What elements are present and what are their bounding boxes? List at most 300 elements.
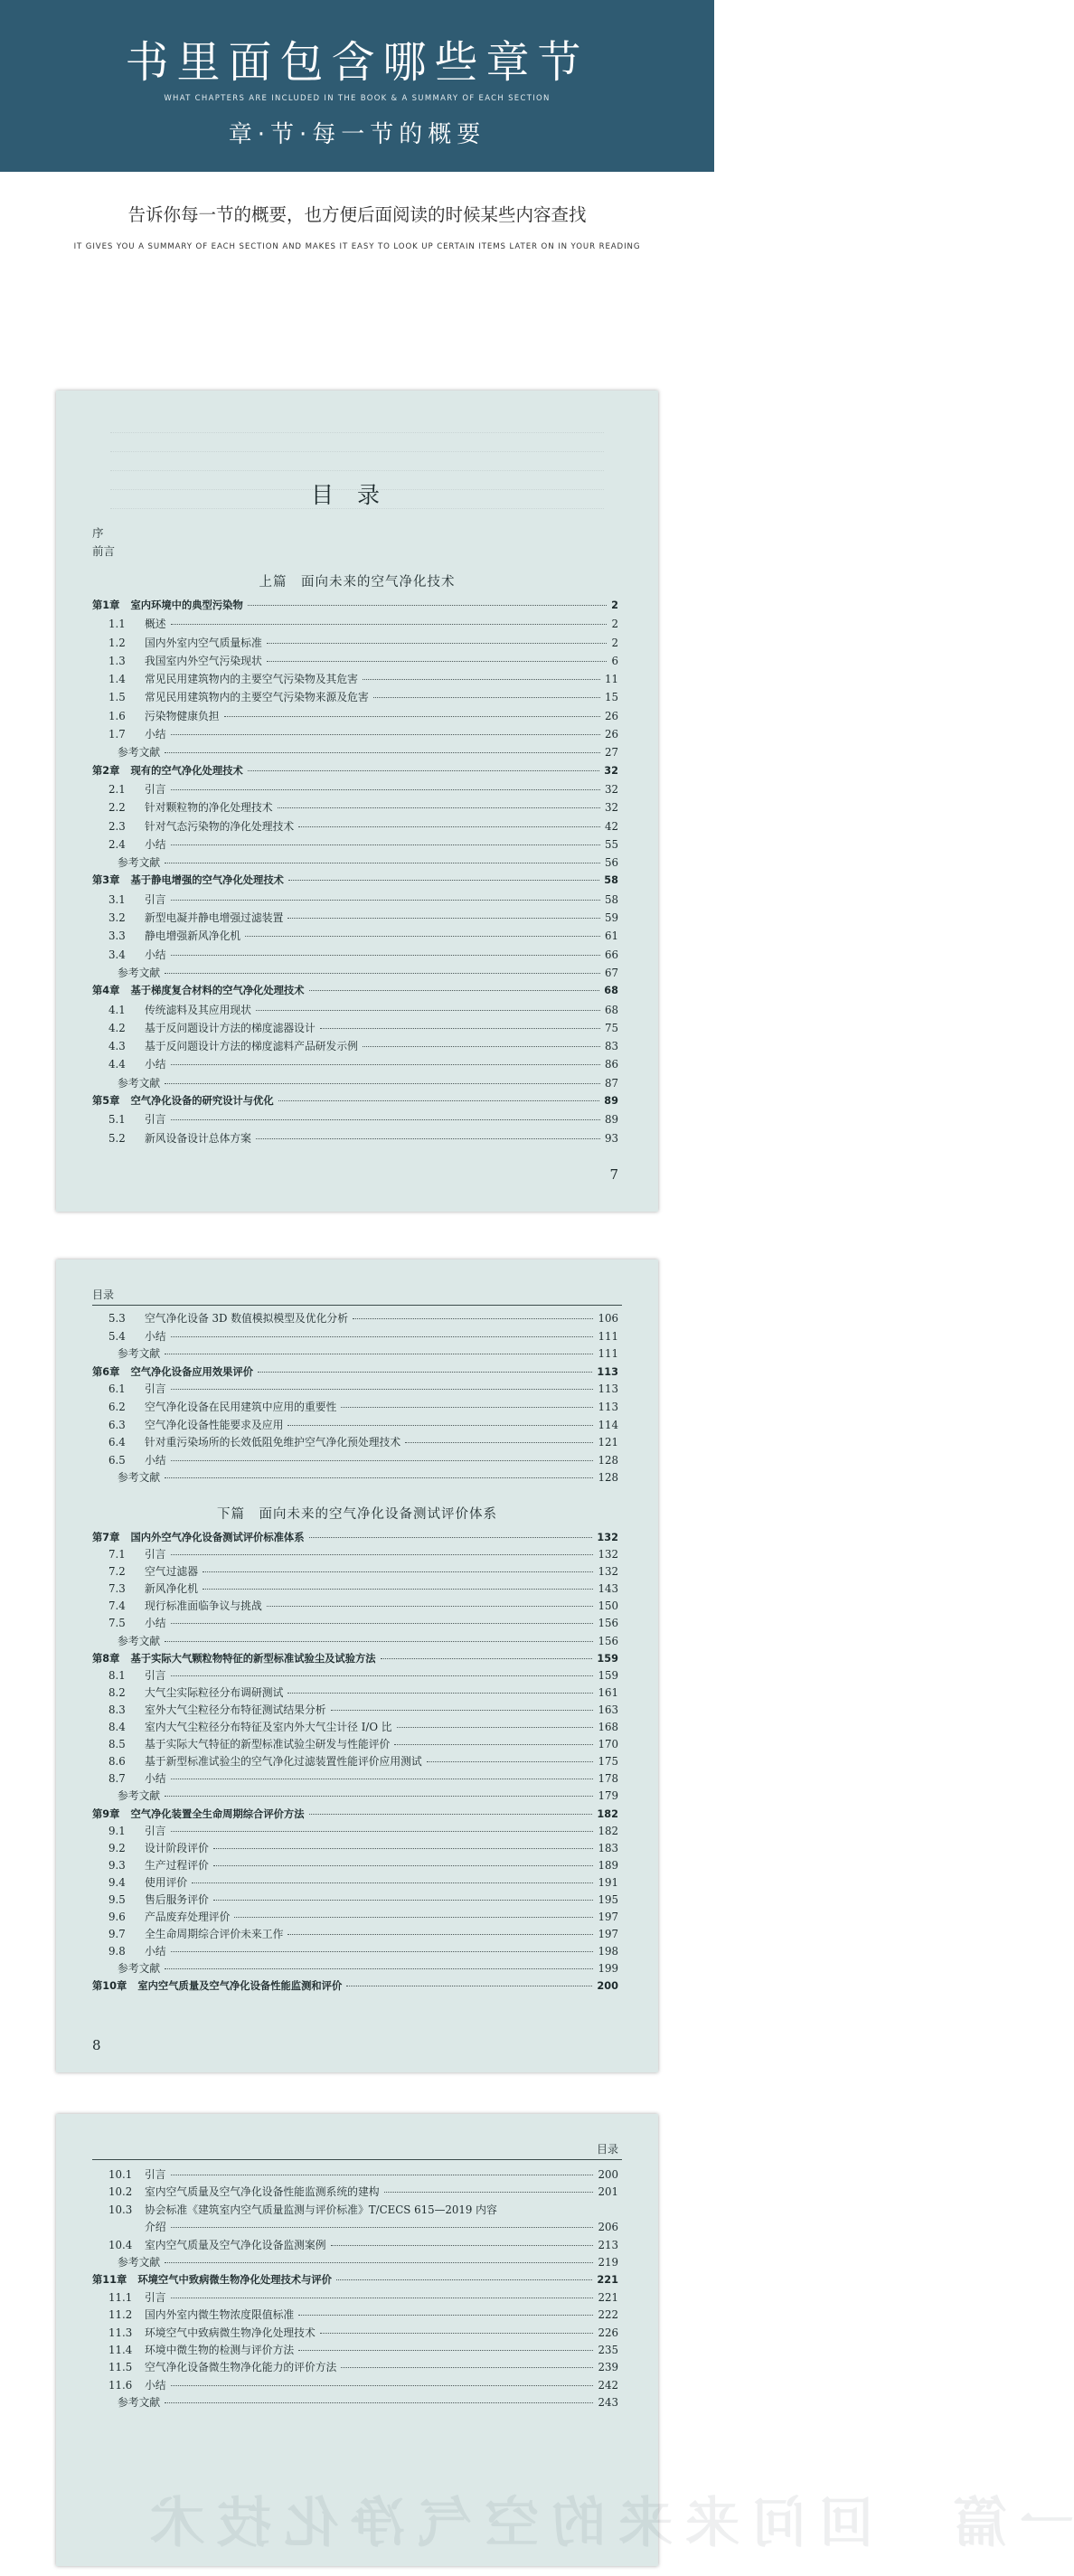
toc-page-number: 156 — [598, 1634, 618, 1647]
dot-leader — [309, 990, 600, 991]
toc-entry-title: 空气净化设备 3D 数值模拟模型及优化分析 — [145, 1312, 349, 1325]
toc-entry-title: 室内大气尘粒径分布特征及室内外大气尘计径 I/O 比 — [145, 1721, 392, 1734]
toc-section-row — [92, 1702, 618, 1719]
toc-entry-number: 第7章 — [92, 1532, 120, 1543]
toc-entry-title: 引言 — [145, 2290, 166, 2304]
intro-text-en: IT GIVES YOU A SUMMARY OF EACH SECTION AND MAKES IT EASY TO LOOK UP CERTAIN ITEMS LATER ON IN YOUR READING — [73, 242, 641, 251]
toc-page-number: 68 — [604, 985, 618, 997]
toc-page-number: 168 — [598, 1721, 618, 1734]
toc-entry-number: 3.2 — [108, 911, 126, 925]
toc-section-row — [92, 2166, 618, 2184]
dot-leader — [213, 1865, 594, 1866]
toc-entry-title: 介绍 — [145, 2221, 166, 2234]
toc-page-number: 83 — [604, 1040, 618, 1053]
toc-entry-number: 6.1 — [108, 1382, 126, 1396]
toc-entry-title: 基于实际大气颗粒物特征的新型标准试验尘及试验方法 — [130, 1652, 376, 1665]
toc-page-number: 161 — [598, 1685, 618, 1699]
toc-section-row — [92, 817, 618, 835]
toc-entry-title: 大气尘实际粒径分布调研测试 — [145, 1685, 284, 1699]
page-number: 7 — [609, 1166, 618, 1183]
toc-entry-title: 基于反问题设计方法的梯度滤料产品研发示例 — [145, 1040, 358, 1053]
dot-leader — [320, 1028, 600, 1029]
toc-chapter-row — [92, 762, 618, 780]
toc-entry-title: 参考文献 — [118, 1076, 161, 1090]
toc-entry-title: 引言 — [145, 782, 166, 796]
toc-entry-title: 国内外室内空气质量标准 — [145, 636, 262, 649]
dot-leader — [234, 1917, 593, 1918]
toc-page-photo-2 — [56, 1260, 658, 2072]
toc-entry-title: 空气过滤器 — [145, 1565, 198, 1579]
toc-entry-number: 3.4 — [108, 948, 126, 961]
toc-entry-number: 11.4 — [108, 2343, 133, 2356]
dot-leader — [394, 1744, 593, 1745]
toc-entry-number: 7.5 — [108, 1617, 126, 1630]
dot-leader — [165, 1641, 593, 1642]
toc-entry-title: 参考文献 — [118, 1347, 161, 1361]
dot-leader — [171, 789, 600, 790]
toc-page-number: 106 — [598, 1312, 618, 1325]
toc-heading: 目录 — [310, 482, 403, 508]
toc-page-number: 27 — [604, 746, 618, 760]
toc-entry-title: 常见民用建筑物内的主要空气污染物来源及危害 — [145, 691, 369, 704]
toc-entry-title: 小结 — [145, 1329, 166, 1343]
toc-entry-title: 室内空气质量及空气净化设备监测案例 — [145, 2238, 326, 2251]
toc-list — [92, 1310, 618, 1487]
toc-entry-number: 8.5 — [108, 1738, 126, 1751]
toc-entry-number: 1.6 — [108, 709, 126, 722]
toc-references-row — [92, 2394, 618, 2411]
toc-page-number: 163 — [598, 1703, 618, 1716]
toc-page-number: 178 — [598, 1772, 618, 1786]
dot-leader — [171, 1119, 600, 1120]
dot-leader — [248, 770, 600, 771]
toc-page-number: 89 — [604, 1095, 618, 1108]
dot-leader — [171, 900, 600, 901]
toc-page-number: 66 — [604, 948, 618, 961]
toc-section-row — [92, 1684, 618, 1702]
toc-entry-number: 5.2 — [108, 1131, 126, 1145]
toc-page-number: 226 — [598, 2326, 618, 2339]
toc-page-number: 75 — [604, 1021, 618, 1034]
toc-page-number: 189 — [598, 1858, 618, 1872]
toc-entry-number: 3.3 — [108, 929, 126, 943]
toc-section-row — [92, 1055, 618, 1073]
toc-entry-title: 小结 — [145, 1617, 166, 1630]
toc-entry-title: 基于反问题设计方法的梯度滤器设计 — [145, 1021, 316, 1034]
dot-leader — [256, 1010, 600, 1011]
dot-leader — [363, 1046, 600, 1047]
front-matter-item: 序 — [92, 526, 104, 540]
toc-list — [92, 597, 618, 1147]
toc-section-row — [92, 1019, 618, 1037]
toc-entry-title: 室内空气质量及空气净化设备性能监测和评价 — [137, 1980, 343, 1993]
toc-section-row — [92, 2289, 618, 2307]
toc-entry-number: 8.4 — [108, 1721, 126, 1734]
toc-entry-title: 引言 — [145, 1548, 166, 1562]
dot-leader — [288, 880, 599, 881]
dot-leader — [298, 2350, 593, 2351]
dot-leader — [213, 1900, 594, 1901]
toc-section-row — [92, 2377, 618, 2394]
toc-references-row — [92, 2254, 618, 2271]
toc-entry-number: 第6章 — [92, 1365, 120, 1378]
dot-leader — [278, 807, 600, 808]
toc-entry-title: 现行标准面临争议与挑战 — [145, 1599, 262, 1613]
toc-entry-title: 传统滤料及其应用现状 — [145, 1003, 251, 1016]
toc-entry-number: 4.2 — [108, 1021, 126, 1034]
toc-entry-number: 2.1 — [108, 782, 126, 796]
toc-page-number: 195 — [598, 1892, 618, 1906]
toc-page-number: 159 — [597, 1652, 618, 1665]
toc-page-number: 111 — [598, 1347, 618, 1361]
dot-leader — [278, 1100, 600, 1101]
toc-entry-title: 设计阶段评价 — [145, 1841, 209, 1854]
toc-entry-title: 引言 — [145, 1113, 166, 1127]
toc-entry-title: 参考文献 — [118, 2396, 161, 2410]
dot-leader — [427, 1761, 594, 1762]
toc-chapter-row — [92, 1092, 618, 1110]
banner-title: 书里面包含哪些章节 — [125, 37, 589, 88]
dot-leader — [298, 826, 600, 827]
toc-page-number: 56 — [604, 856, 618, 870]
intro-text-cn: 告诉你每一节的概要，也方便后面阅读的时候某些内容查找 — [127, 204, 587, 225]
toc-section-row — [92, 891, 618, 909]
toc-entry-number: 11.2 — [108, 2308, 133, 2322]
dot-leader — [397, 1727, 594, 1728]
toc-entry-number: 9.2 — [108, 1841, 126, 1854]
toc-entry-title: 空气净化设备性能要求及应用 — [145, 1418, 284, 1431]
toc-entry-number: 2.4 — [108, 837, 126, 851]
toc-section-row — [92, 927, 618, 945]
toc-entry-title: 参考文献 — [118, 966, 161, 979]
dot-leader — [165, 2262, 593, 2263]
toc-chapter-row — [92, 872, 618, 890]
toc-entry-title: 小结 — [145, 2378, 166, 2392]
toc-entry-number: 1.3 — [108, 654, 126, 667]
dot-leader — [309, 1537, 593, 1538]
toc-entry-title: 新风设备设计总体方案 — [145, 1131, 251, 1145]
toc-entry-title: 小结 — [145, 728, 166, 741]
toc-entry-number: 第5章 — [92, 1095, 120, 1108]
toc-entry-number: 第2章 — [92, 764, 120, 777]
dot-leader — [165, 1796, 593, 1797]
dot-leader — [171, 1554, 594, 1555]
toc-page-number: 201 — [598, 2185, 618, 2199]
toc-section-row — [92, 1129, 618, 1147]
toc-page-number: 199 — [598, 1962, 618, 1976]
dot-leader — [353, 1318, 593, 1319]
toc-references-row — [92, 1960, 618, 1977]
toc-section-row — [92, 780, 618, 798]
toc-entry-number: 9.3 — [108, 1858, 126, 1872]
toc-chapter-row — [92, 1363, 618, 1382]
toc-entry-title: 参考文献 — [118, 1962, 161, 1976]
toc-entry-title: 引言 — [145, 2168, 166, 2181]
toc-page-number: 93 — [604, 1131, 618, 1145]
toc-entry-title: 引言 — [145, 1824, 166, 1837]
toc-page-number: 200 — [597, 1980, 618, 1993]
toc-entry-number: 第9章 — [92, 1807, 120, 1820]
toc-page-number: 113 — [597, 1365, 618, 1378]
toc-section-row — [92, 1581, 618, 1598]
toc-section-row — [92, 1857, 618, 1874]
toc-page-number: 26 — [604, 728, 618, 741]
dot-leader — [331, 2245, 594, 2246]
toc-section-row — [92, 1417, 618, 1435]
toc-entry-title: 国内外空气净化设备测试评价标准体系 — [130, 1532, 305, 1543]
toc-entry-number: 11.5 — [108, 2361, 133, 2374]
dot-leader — [381, 1658, 593, 1659]
toc-entry-title: 参考文献 — [118, 1634, 161, 1647]
toc-entry-number: 10.4 — [108, 2238, 133, 2251]
toc-entry-number: 7.2 — [108, 1565, 126, 1579]
toc-section-row — [92, 1399, 618, 1417]
toc-section-row — [92, 2237, 618, 2254]
toc-entry-number: 4.3 — [108, 1040, 126, 1053]
toc-page-number: 182 — [597, 1807, 618, 1820]
toc-section-row — [92, 707, 618, 725]
toc-section-row — [92, 1770, 618, 1788]
toc-section-row — [92, 946, 618, 964]
toc-entry-title: 国内外室内微生物浓度限值标准 — [145, 2308, 295, 2322]
toc-page-number: 221 — [598, 2290, 618, 2304]
toc-section-row — [92, 1753, 618, 1770]
toc-entry-title: 使用评价 — [145, 1875, 188, 1889]
toc-entry-title: 基于梯度复合材料的空气净化处理技术 — [130, 985, 305, 997]
dot-leader — [405, 1442, 593, 1443]
toc-page-number: 128 — [598, 1453, 618, 1467]
toc-section-row — [92, 1381, 618, 1399]
toc-chapter-row — [92, 982, 618, 1000]
toc-entry-number: 10.2 — [108, 2185, 133, 2199]
toc-page-number: 132 — [598, 1548, 618, 1562]
banner-tagline: 章·节·每一节的概要 — [228, 121, 486, 148]
toc-section-row — [92, 1310, 618, 1328]
toc-entry-number: 11.1 — [108, 2290, 133, 2304]
dot-leader — [309, 1814, 593, 1815]
toc-section-row — [92, 1328, 618, 1346]
dot-leader — [171, 1831, 594, 1832]
toc-entry-title: 环境中微生物的检测与评价方法 — [145, 2343, 295, 2356]
toc-entry-title: 空气净化设备在民用建筑中应用的重要性 — [145, 1400, 337, 1413]
toc-list — [92, 2166, 618, 2411]
banner-subtitle-en: WHAT CHAPTERS ARE INCLUDED IN THE BOOK & A SUMMARY OF EACH SECTION — [164, 94, 551, 103]
toc-page-number: 89 — [604, 1113, 618, 1127]
toc-page-number: 2 — [611, 636, 618, 649]
toc-entry-number: 7.4 — [108, 1599, 126, 1613]
toc-page-number: 197 — [598, 1911, 618, 1924]
toc-page-number: 222 — [598, 2308, 618, 2322]
toc-page-number: 32 — [604, 764, 618, 777]
running-head: 目录 — [596, 2143, 618, 2156]
toc-entry-title: 针对颗粒物的净化处理技术 — [145, 801, 273, 815]
toc-section-row — [92, 1598, 618, 1615]
toc-page-number: 183 — [598, 1841, 618, 1854]
toc-entry-title: 基于实际大气特征的新型标准试验尘研发与性能评价 — [145, 1738, 391, 1751]
toc-section-row — [92, 2307, 618, 2324]
toc-entry-title: 参考文献 — [118, 746, 161, 760]
toc-section-row — [92, 1719, 618, 1736]
toc-section-row — [92, 1546, 618, 1563]
toc-references-row — [92, 854, 618, 872]
toc-entry-number: 第8章 — [92, 1652, 120, 1665]
part-title-lower: 下篇 面向未来的空气净化设备测试评价体系 — [217, 1507, 497, 1522]
dot-leader — [165, 1083, 600, 1084]
toc-entry-number: 5.3 — [108, 1312, 126, 1325]
toc-entry-title: 引言 — [145, 1668, 166, 1682]
dot-leader — [171, 1623, 594, 1624]
toc-section-row — [92, 798, 618, 816]
toc-entry-number: 6.5 — [108, 1453, 126, 1467]
toc-entry-number: 3.1 — [108, 892, 126, 906]
toc-page-number: 221 — [597, 2274, 618, 2287]
dot-leader — [341, 2367, 593, 2368]
toc-entry-number: 9.8 — [108, 1945, 126, 1958]
toc-chapter-row — [92, 597, 618, 615]
dot-leader — [171, 1675, 594, 1676]
toc-page-photo-1 — [56, 391, 658, 1212]
toc-entry-number: 第11章 — [92, 2274, 127, 2287]
toc-page-number: 198 — [598, 1945, 618, 1958]
toc-entry-title: 我国室内外空气污染现状 — [145, 654, 262, 667]
toc-page-number: 143 — [598, 1582, 618, 1596]
toc-section-row — [92, 1001, 618, 1019]
toc-entry-number: 6.2 — [108, 1400, 126, 1413]
toc-entry-title: 室内环境中的典型污染物 — [130, 599, 243, 611]
toc-page-number: 86 — [604, 1058, 618, 1071]
dot-leader — [320, 2333, 594, 2334]
dot-leader — [165, 973, 600, 974]
toc-entry-number: 8.6 — [108, 1755, 126, 1769]
toc-page-number: 32 — [604, 801, 618, 815]
toc-entry-number: 第3章 — [92, 874, 120, 887]
toc-entry-title: 针对重污染场所的长效低阻免维护空气净化预处理技术 — [145, 1436, 401, 1449]
toc-entry-title: 小结 — [145, 837, 166, 851]
toc-chapter-row — [92, 1650, 618, 1667]
dot-leader — [245, 936, 600, 937]
toc-entry-title: 小结 — [145, 1453, 166, 1467]
toc-references-row — [92, 1074, 618, 1092]
toc-references-row — [92, 1633, 618, 1650]
toc-entry-number: 1.4 — [108, 673, 126, 686]
toc-entry-title: 室外大气尘粒径分布特征测试结果分析 — [145, 1703, 326, 1716]
toc-entry-number: 9.6 — [108, 1911, 126, 1924]
dot-leader — [287, 1934, 593, 1935]
toc-section-row — [92, 688, 618, 706]
toc-page-number: 121 — [598, 1436, 618, 1449]
dot-leader — [171, 1064, 600, 1065]
toc-entry-title: 参考文献 — [118, 1789, 161, 1803]
toc-entry-number: 6.4 — [108, 1436, 126, 1449]
toc-references-row — [92, 1469, 618, 1487]
toc-page-number: 114 — [598, 1418, 618, 1431]
dot-leader — [165, 2402, 593, 2403]
dot-leader — [267, 643, 608, 644]
toc-references-row — [92, 964, 618, 982]
toc-page-number: 2 — [611, 618, 618, 631]
toc-page-number: 11 — [604, 673, 618, 686]
dot-leader — [203, 1571, 593, 1572]
dot-leader — [171, 1951, 594, 1952]
bleed-through-text: 一篇 回问来来的空气净化技术 — [137, 2492, 1074, 2555]
dot-leader — [363, 679, 600, 680]
dot-leader — [171, 2385, 594, 2386]
toc-entry-title: 协会标准《建筑室内空气质量监测与评价标准》T/CECS 615—2019 内容 — [145, 2203, 497, 2216]
toc-page-number: 132 — [597, 1532, 618, 1543]
dot-leader — [287, 918, 600, 919]
toc-page-number: 67 — [604, 966, 618, 979]
toc-entry-title: 引言 — [145, 1382, 166, 1396]
toc-section-row — [92, 1926, 618, 1943]
toc-page-number: 239 — [598, 2361, 618, 2374]
dot-leader — [213, 1848, 594, 1849]
dot-leader — [384, 2192, 594, 2193]
toc-page-number: 242 — [598, 2378, 618, 2392]
toc-page-number: 156 — [598, 1617, 618, 1630]
toc-list — [92, 1529, 618, 1996]
toc-entry-title: 引言 — [145, 892, 166, 906]
toc-entry-title: 环境空气中致病微生物净化处理技术与评价 — [137, 2274, 332, 2287]
toc-page-number: 113 — [598, 1400, 618, 1413]
toc-page-number: 206 — [598, 2221, 618, 2234]
toc-entry-number: 1.5 — [108, 691, 126, 704]
toc-entry-title: 产品废弃处理评价 — [145, 1911, 231, 1924]
dot-leader — [336, 2279, 592, 2280]
toc-section-row — [92, 670, 618, 688]
running-head: 目录 — [92, 1288, 115, 1301]
toc-page-number: 150 — [598, 1599, 618, 1613]
toc-entry-number: 1.1 — [108, 618, 126, 631]
toc-references-row — [92, 1345, 618, 1363]
toc-entry-number: 第10章 — [92, 1980, 127, 1993]
toc-entry-title: 小结 — [145, 1772, 166, 1786]
toc-page-number: 235 — [598, 2343, 618, 2356]
page-number: 8 — [92, 2037, 101, 2053]
toc-page-number: 170 — [598, 1738, 618, 1751]
toc-section-row — [92, 1615, 618, 1632]
toc-section-row — [92, 1874, 618, 1892]
toc-page-number: 61 — [604, 929, 618, 943]
toc-entry-number: 9.4 — [108, 1875, 126, 1889]
toc-section-row — [92, 1667, 618, 1684]
toc-references-row — [92, 1788, 618, 1805]
toc-entry-title: 小结 — [145, 948, 166, 961]
toc-section-row — [92, 1840, 618, 1857]
toc-section-row — [92, 1037, 618, 1055]
toc-page-number: 179 — [598, 1789, 618, 1803]
toc-entry-title: 新风净化机 — [145, 1582, 198, 1596]
toc-entry-number: 5.1 — [108, 1113, 126, 1127]
toc-entry-title: 现有的空气净化处理技术 — [130, 764, 243, 777]
toc-section-row — [92, 1563, 618, 1581]
toc-section-row — [92, 2359, 618, 2376]
toc-entry-title: 新型电凝并静电增强过滤装置 — [145, 911, 284, 925]
toc-entry-title: 参考文献 — [118, 1471, 161, 1485]
dot-leader — [165, 1477, 593, 1478]
toc-references-row — [92, 743, 618, 761]
toc-entry-number: 7.1 — [108, 1548, 126, 1562]
toc-section-row — [92, 1943, 618, 1960]
toc-page-number: 58 — [604, 892, 618, 906]
toc-page-number: 128 — [598, 1471, 618, 1485]
toc-page-number: 219 — [598, 2255, 618, 2269]
toc-chapter-row — [92, 1806, 618, 1823]
toc-entry-number: 第1章 — [92, 599, 120, 611]
head-rule — [92, 1305, 622, 1306]
front-matter-item: 前言 — [92, 544, 116, 558]
head-rule — [92, 2159, 622, 2160]
dot-leader — [224, 716, 600, 717]
